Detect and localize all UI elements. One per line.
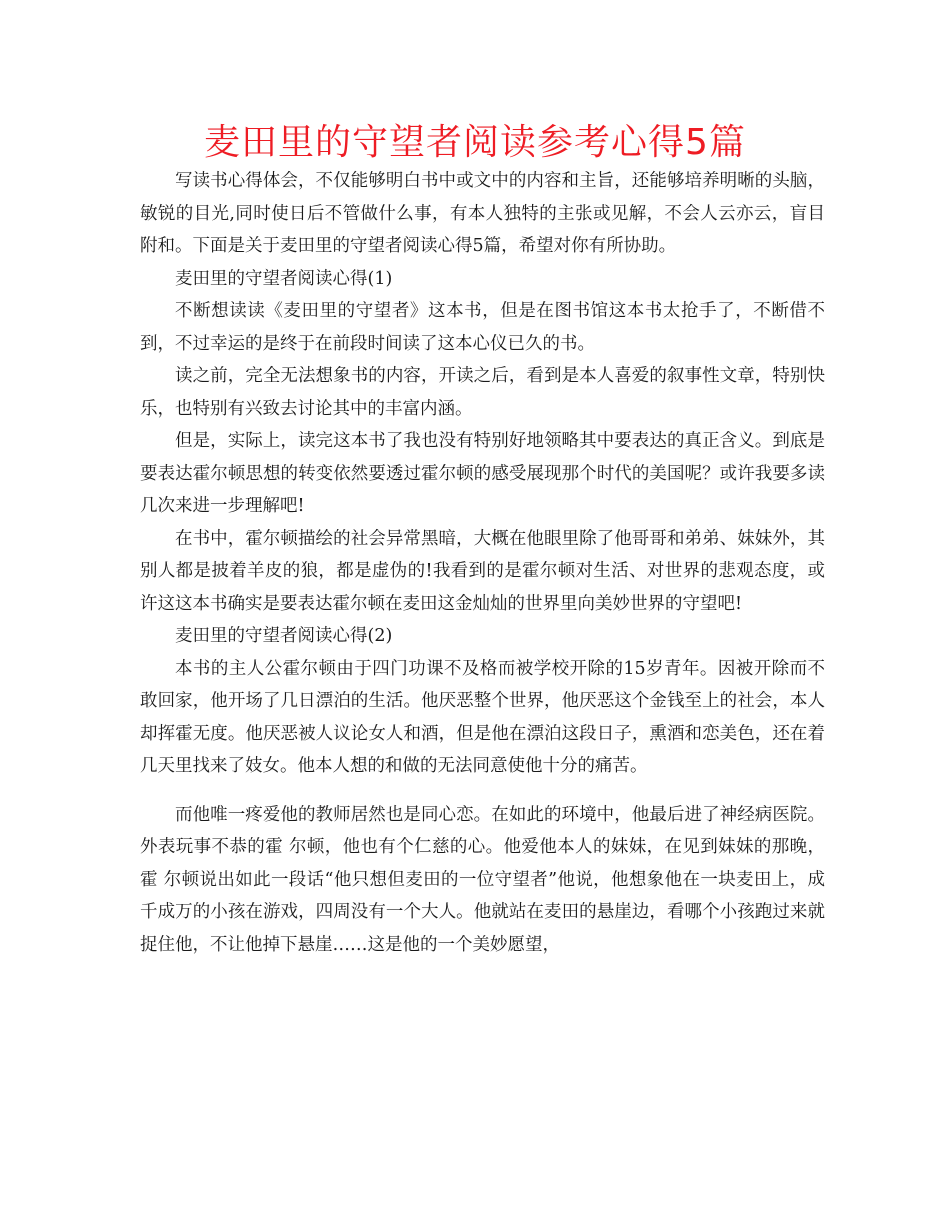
document-body <box>140 165 825 961</box>
paragraph: 本书的主人公霍尔顿由于四门功课不及格而被学校开除的15岁青年。因被开除而不敢回家，他开场了几日漂泊的生活。他厌恶整个世界，他厌恶这个金钱至上的社会，本人却挥霍无度。他厌恶被人议论女人和酒，但是他在漂泊这段日子，熏酒和恋美色，还在着几天里找来了妓女。他本人想的和做的无法同意使他十分的痛苦。 <box>140 658 825 776</box>
document-title: 麦田里的守望者阅读参考心得5篇 <box>204 122 746 163</box>
section-heading: 麦田里的守望者阅读心得(2) <box>175 626 393 646</box>
paragraph: 不断想读读《麦田里的守望者》这本书，但是在图书馆这本书太抢手了，不断借不到，不过幸运的是终于在前段时间读了这本心仪已久的书。 <box>140 301 825 354</box>
paragraph: 而他唯一疼爱他的教师居然也是同心恋。在如此的环境中，他最后进了神经病医院。外表玩事不恭的霍 尔顿，他也有个仁慈的心。他爱他本人的妹妹，在见到妹妹的那晚，霍 尔顿说出如此一段话“他只想但麦田的一位守望者”他说，他想象他在一块麦田上，成千成万的小孩在游戏，四周没有一个大人。他就站在麦田的悬崖边，看哪个小孩跑过来就捉住他，不让他掉下悬崖……这是他的一个美妙愿望， <box>140 804 825 955</box>
paragraph: 在书中，霍尔顿描绘的社会异常黑暗，大概在他眼里除了他哥哥和弟弟、妹妹外，其别人都是披着羊皮的狼，都是虚伪的!我看到的是霍尔顿对生活、对世界的悲观态度，或许这这本书确实是要表达霍尔顿在麦田这金灿灿的世界里向美妙世界的守望吧! <box>140 528 825 614</box>
paragraph: 读之前，完全无法想象书的内容，开读之后，看到是本人喜爱的叙事性文章，特别快乐，也特别有兴致去讨论其中的丰富内涵。 <box>140 366 825 419</box>
section-heading: 麦田里的守望者阅读心得(1) <box>175 268 393 289</box>
paragraph: 但是，实际上，读完这本书了我也没有特别好地领略其中要表达的真正含义。到底是要表达霍尔顿思想的转变依然要透过霍尔顿的感受展现那个时代的美国呢？或许我要多读几次来进一步理解吧! <box>140 431 825 516</box>
paragraph: 写读书心得体会，不仅能够明白书中或文中的内容和主旨，还能够培养明晰的头脑，敏锐的目光,同时使日后不管做什么事，有本人独特的主张或见解，不会人云亦云，盲目附和。下面是关于麦田里的守望者阅读心得5篇，希望对你有所协助。 <box>140 171 825 256</box>
